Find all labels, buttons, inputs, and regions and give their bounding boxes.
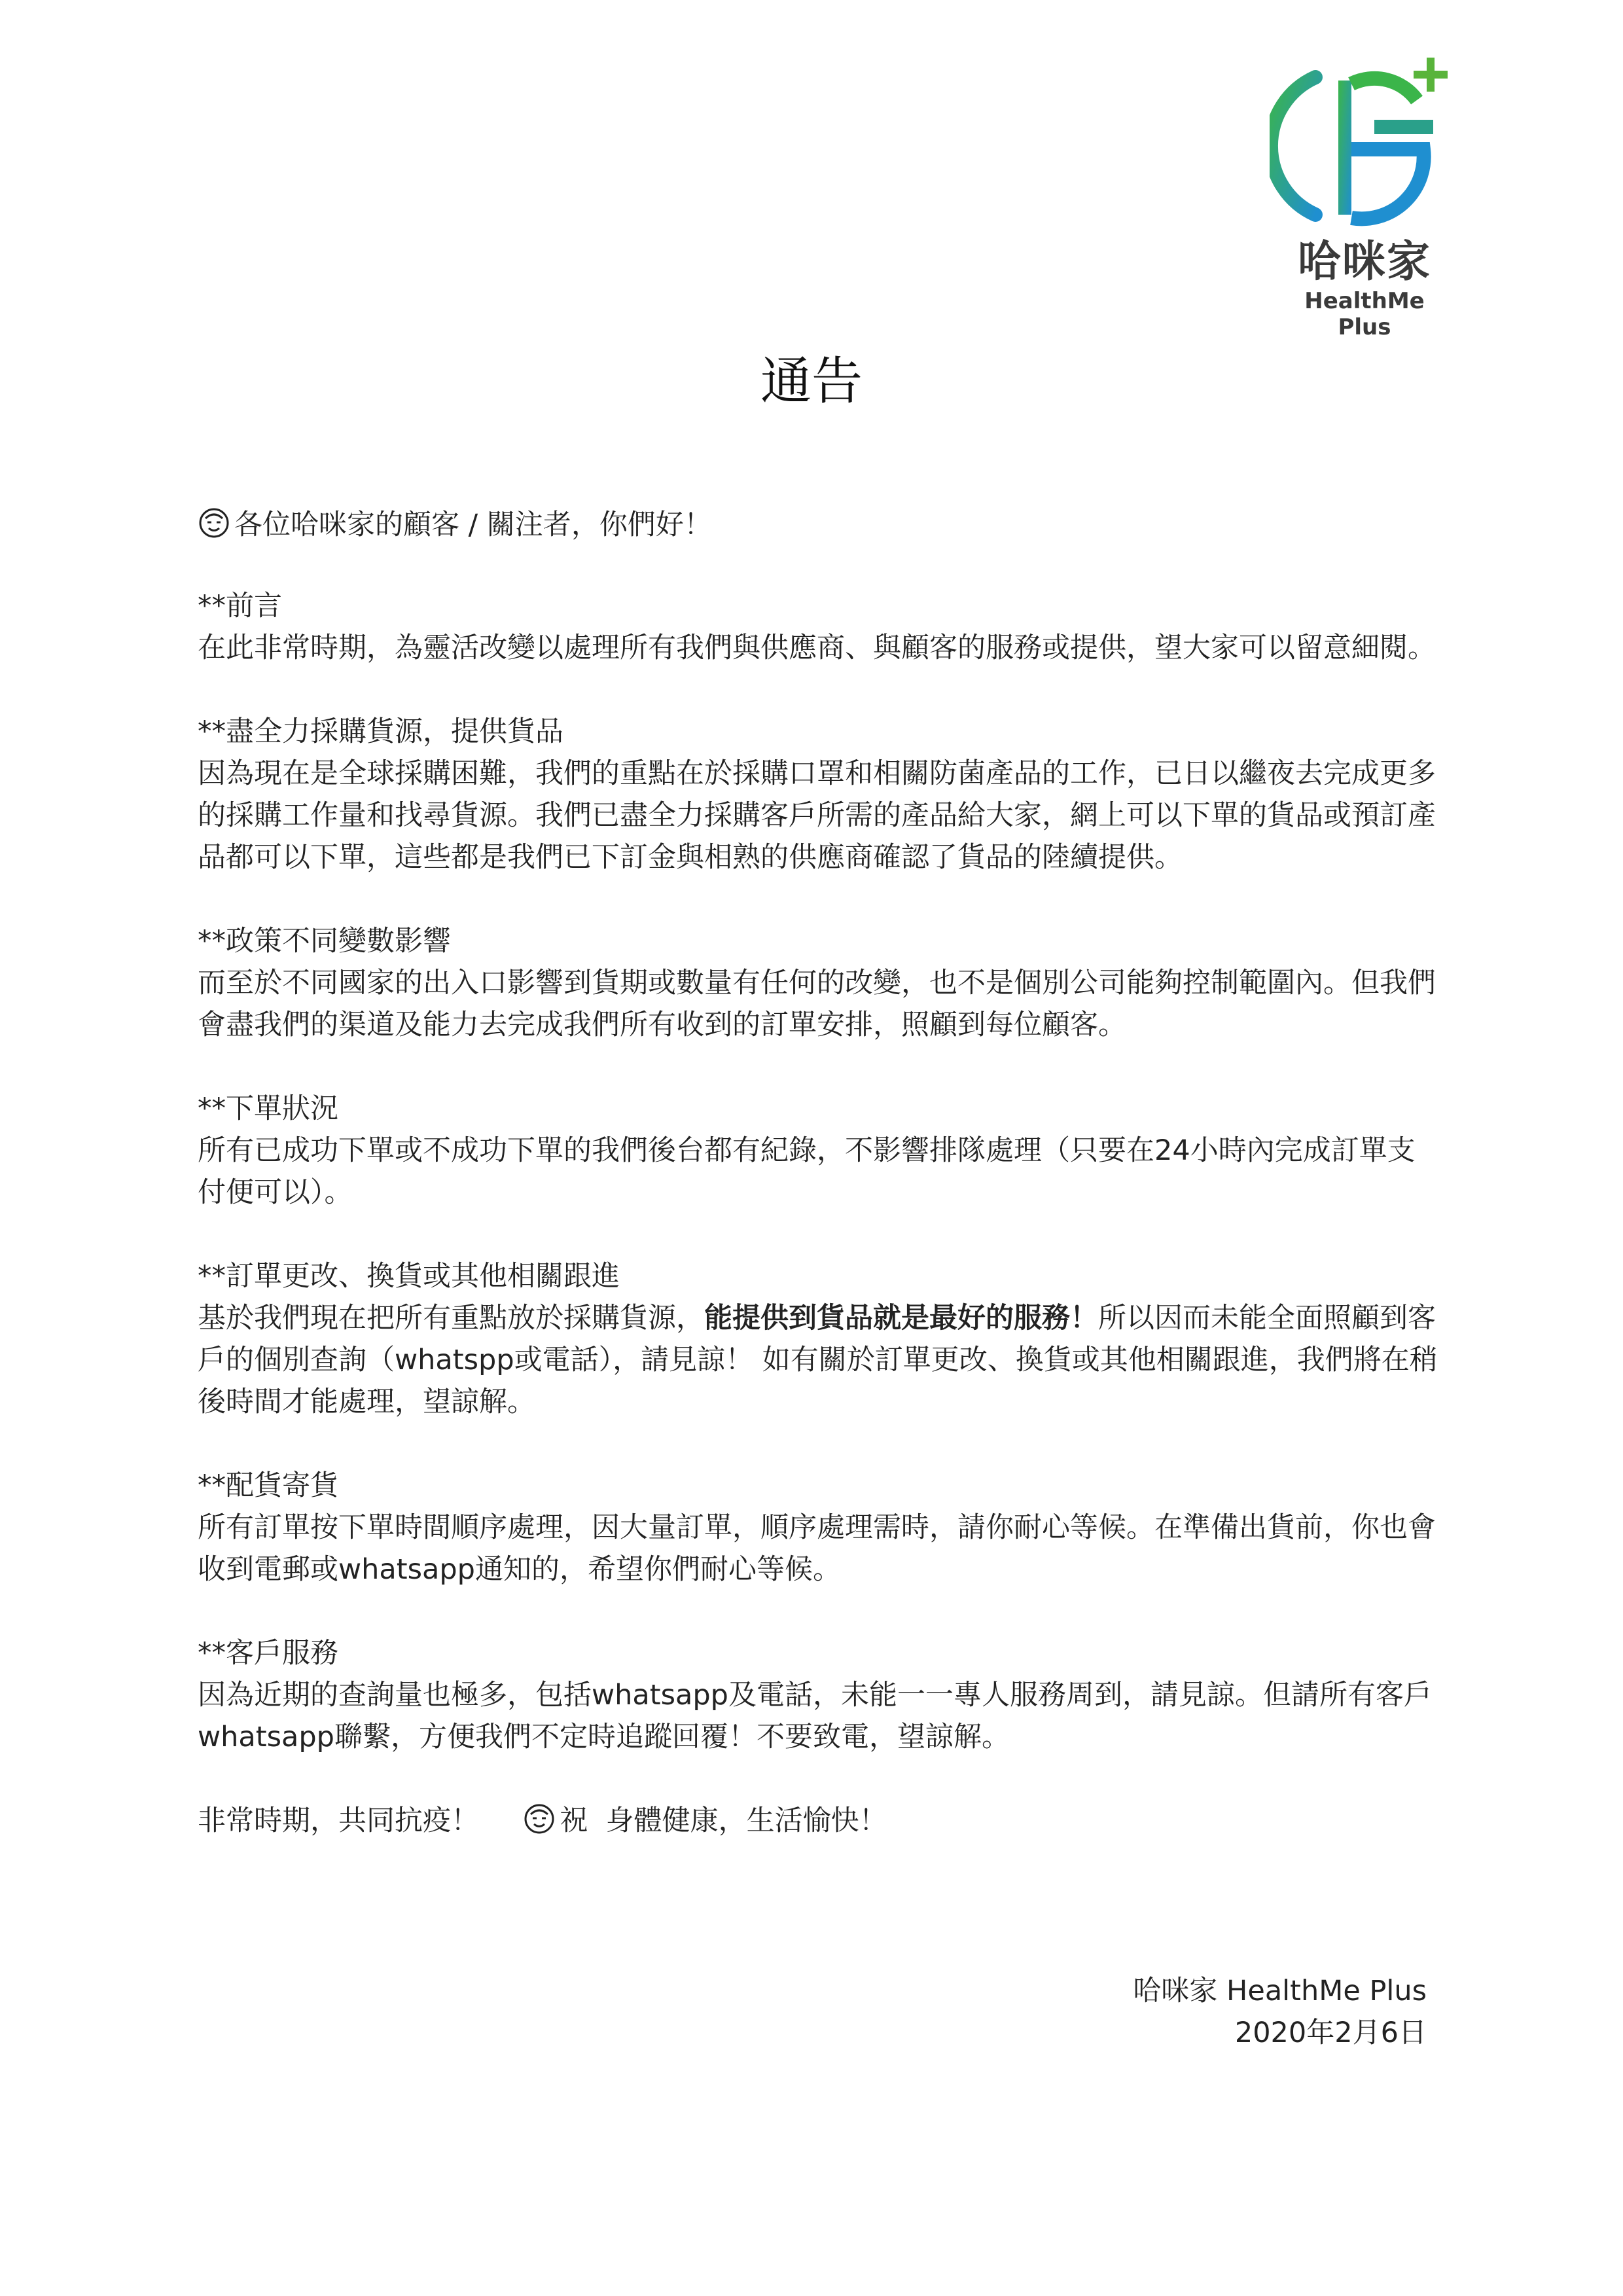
section-preface — [198, 585, 1441, 669]
logo-english-name: HealthMe Plus — [1304, 288, 1425, 340]
notice-body — [198, 504, 1441, 1842]
logo-chinese-name: 哈咪家 — [1298, 236, 1431, 287]
company-logo — [1270, 51, 1466, 340]
body-text-emphasis: 能提供到貨品就是最好的服務！ — [704, 1302, 1098, 1335]
section-heading: **客戶服務 — [198, 1637, 338, 1670]
section-heading: **配貨寄貨 — [198, 1469, 338, 1502]
body-text-pre: 基於我們現在把所有重點放於採購貨源， — [198, 1302, 704, 1335]
section-sourcing — [198, 711, 1441, 878]
smiling-face-icon — [523, 1803, 556, 1835]
section-customer-service — [198, 1632, 1441, 1758]
signature-company: 哈咪家 HealthMe Plus — [1133, 1975, 1427, 2007]
section-body — [198, 1297, 1441, 1423]
section-heading: **前言 — [198, 590, 282, 622]
section-body: 因為近期的查詢量也極多，包括whatsapp及電話，未能一一專人服務周到，請見諒。但請所有客戶whatsapp聯繫，方便我們不定時追蹤回覆！不要致電，望諒解。 — [198, 1679, 1432, 1753]
body-text-post: 所以因而未能全面照顧到客戶的個別查詢（whatspp或電話），請見諒！ 如有關於訂單更改、換貨或其他相關跟進，我們將在稍後時間才能處理，望諒解。 — [198, 1302, 1438, 1418]
closing-text-2: 祝 身體健康，生活愉快！ — [560, 1804, 887, 1837]
section-body: 所有訂單按下單時間順序處理，因大量訂單，順序處理需時，請你耐心等候。在準備出貨前，你也會收到電郵或whatsapp通知的，希望你們耐心等候。 — [198, 1511, 1436, 1586]
section-shipping — [198, 1465, 1441, 1590]
greeting-line — [198, 504, 1441, 546]
section-order-changes — [198, 1255, 1441, 1423]
signature-block — [1133, 1970, 1427, 2054]
logo-mark — [1270, 51, 1466, 234]
section-body: 因為現在是全球採購困難，我們的重點在於採購口罩和相關防菌產品的工作，已日以繼夜去完成更多的採購工作量和找尋貨源。我們已盡全力採購客戶所需的產品給大家，網上可以下單的貨品或預訂產品都可以下單，這些都是我們已下訂金與相熟的供應商確認了貨品的陸續提供。 — [198, 757, 1436, 874]
closing-line — [198, 1800, 1441, 1842]
greeting-text: 各位哈咪家的顧客 / 關注者，你們好！ — [234, 509, 712, 541]
signature-date: 2020年2月6日 — [1234, 2017, 1427, 2049]
section-body: 在此非常時期，為靈活改變以處理所有我們與供應商、與顧客的服務或提供，望大家可以留意細閱。 — [198, 632, 1436, 664]
section-policy — [198, 920, 1441, 1046]
section-heading: **下單狀況 — [198, 1092, 338, 1125]
section-body: 而至於不同國家的出入口影響到貨期或數量有任何的改變，也不是個別公司能夠控制範圍內。但我們會盡我們的渠道及能力去完成我們所有收到的訂單安排，照顧到每位顧客。 — [198, 967, 1436, 1041]
smiling-face-icon — [198, 507, 230, 539]
section-order-status — [198, 1088, 1441, 1213]
section-heading: **盡全力採購貨源，提供貨品 — [198, 715, 563, 748]
notice-title: 通告 — [760, 352, 863, 411]
section-heading: **政策不同變數影響 — [198, 925, 451, 958]
section-body: 所有已成功下單或不成功下單的我們後台都有紀錄，不影響排隊處理（只要在24小時內完成訂單支付便可以）。 — [198, 1134, 1416, 1209]
section-heading: **訂單更改、換貨或其他相關跟進 — [198, 1260, 620, 1293]
closing-text-1: 非常時期，共同抗疫！ — [198, 1804, 479, 1837]
